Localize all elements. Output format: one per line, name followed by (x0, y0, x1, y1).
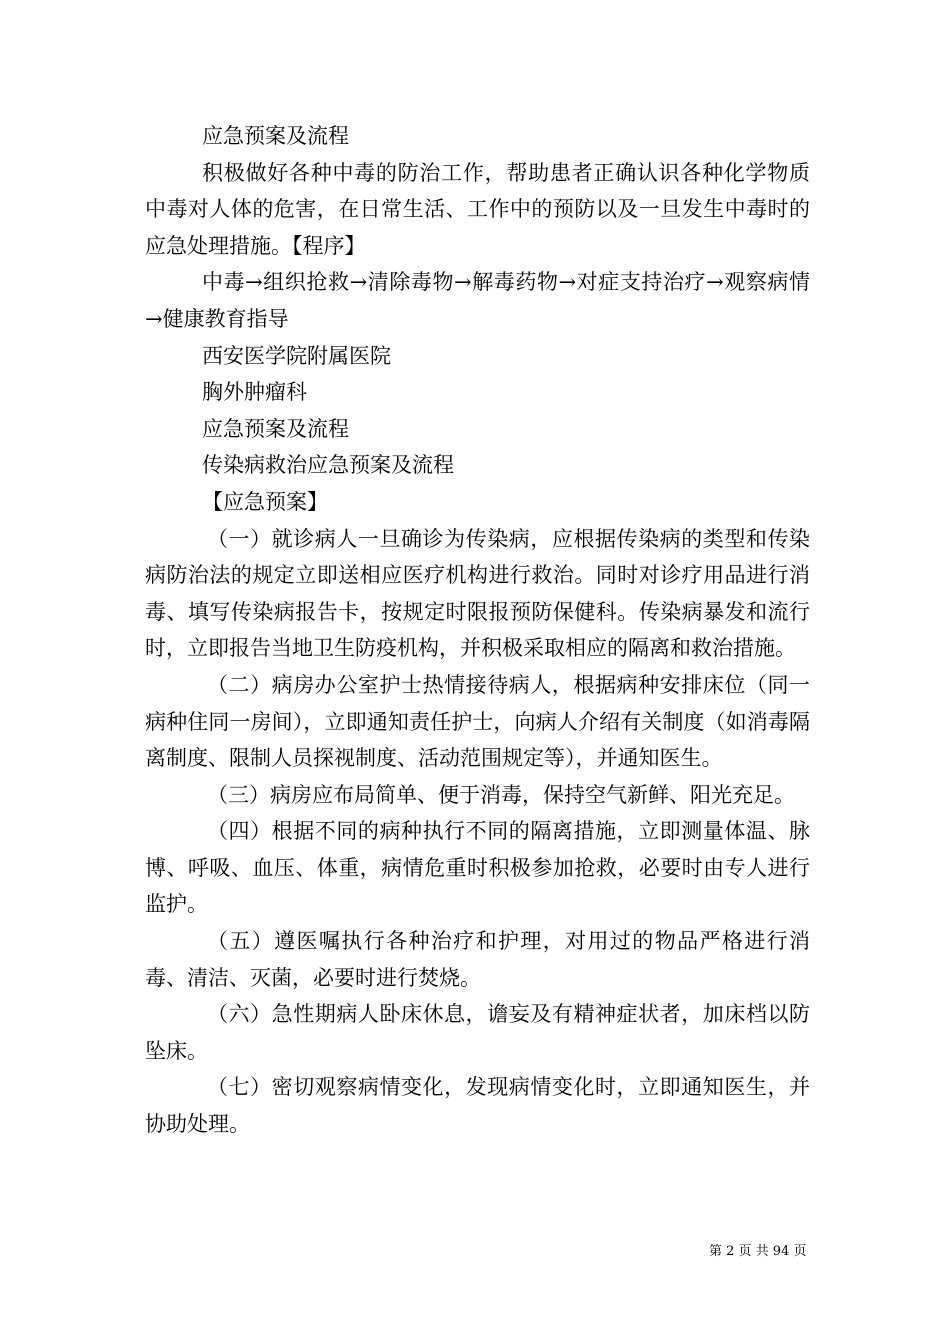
page-number-footer: 第 2 页 共 94 页 (709, 1244, 807, 1259)
heading-emergency-plan: 应急预案及流程 (202, 124, 349, 148)
poisoning-intro-paragraph: 积极做好各种中毒的防治工作，帮助患者正确认识各种化学物质中毒对人体的危害，在日常生活、工作中的预防以及一旦发生中毒时的应急处理措施。【程序】 (145, 160, 810, 258)
infectious-disease-title: 传染病救治应急预案及流程 (202, 453, 454, 478)
document-body (145, 118, 810, 1143)
hospital-name: 西安医学院附属医院 (202, 343, 391, 368)
department-name: 胸外肿瘤科 (202, 380, 307, 405)
plan-item-2: （二）病房办公室护士热情接待病人，根据病种安排床位（同一病种住同一房间），立即通知责任护士，向病人介绍有关制度（如消毒隔离制度、限制人员探视制度、活动范围规定等），并通知医生。 (145, 672, 810, 771)
plan-item-3: （三）病房应布局简单、便于消毒，保持空气新鲜、阳光充足。 (207, 782, 795, 807)
plan-item-7: （七）密切观察病情变化，发现病情变化时，立即通知医生，并协助处理。 (145, 1075, 810, 1137)
emergency-plan-label: 【应急预案】 (202, 489, 328, 514)
plan-item-4: （四）根据不同的病种执行不同的隔离措施，立即测量体温、脉博、呼吸、血压、体重，病情危重时积极参加抢救，必要时由专人进行监护。 (145, 819, 810, 917)
poisoning-procedure-paragraph: 中毒→组织抢救→清除毒物→解毒药物→对症支持治疗→观察病情→健康教育指导 (145, 270, 810, 331)
plan-item-1: （一）就诊病人一旦确诊为传染病，应根据传染病的类型和传染病防治法的规定立即送相应医疗机构进行救治。同时对诊疗用品进行消毒、填写传染病报告卡，按规定时限报预防保健科。传染病暴发和流行时，立即报告当地卫生防疫机构，并积极采取相应的隔离和救治措施。 (145, 526, 810, 661)
heading-emergency-plan-2: 应急预案及流程 (202, 416, 349, 441)
plan-item-5: （五）遵医嘱执行各种治疗和护理，对用过的物品严格进行消毒、清洁、灭菌，必要时进行焚烧。 (145, 929, 810, 990)
plan-item-6: （六）急性期病人卧床休息，谵妄及有精神症状者，加床档以防坠床。 (145, 1002, 810, 1063)
